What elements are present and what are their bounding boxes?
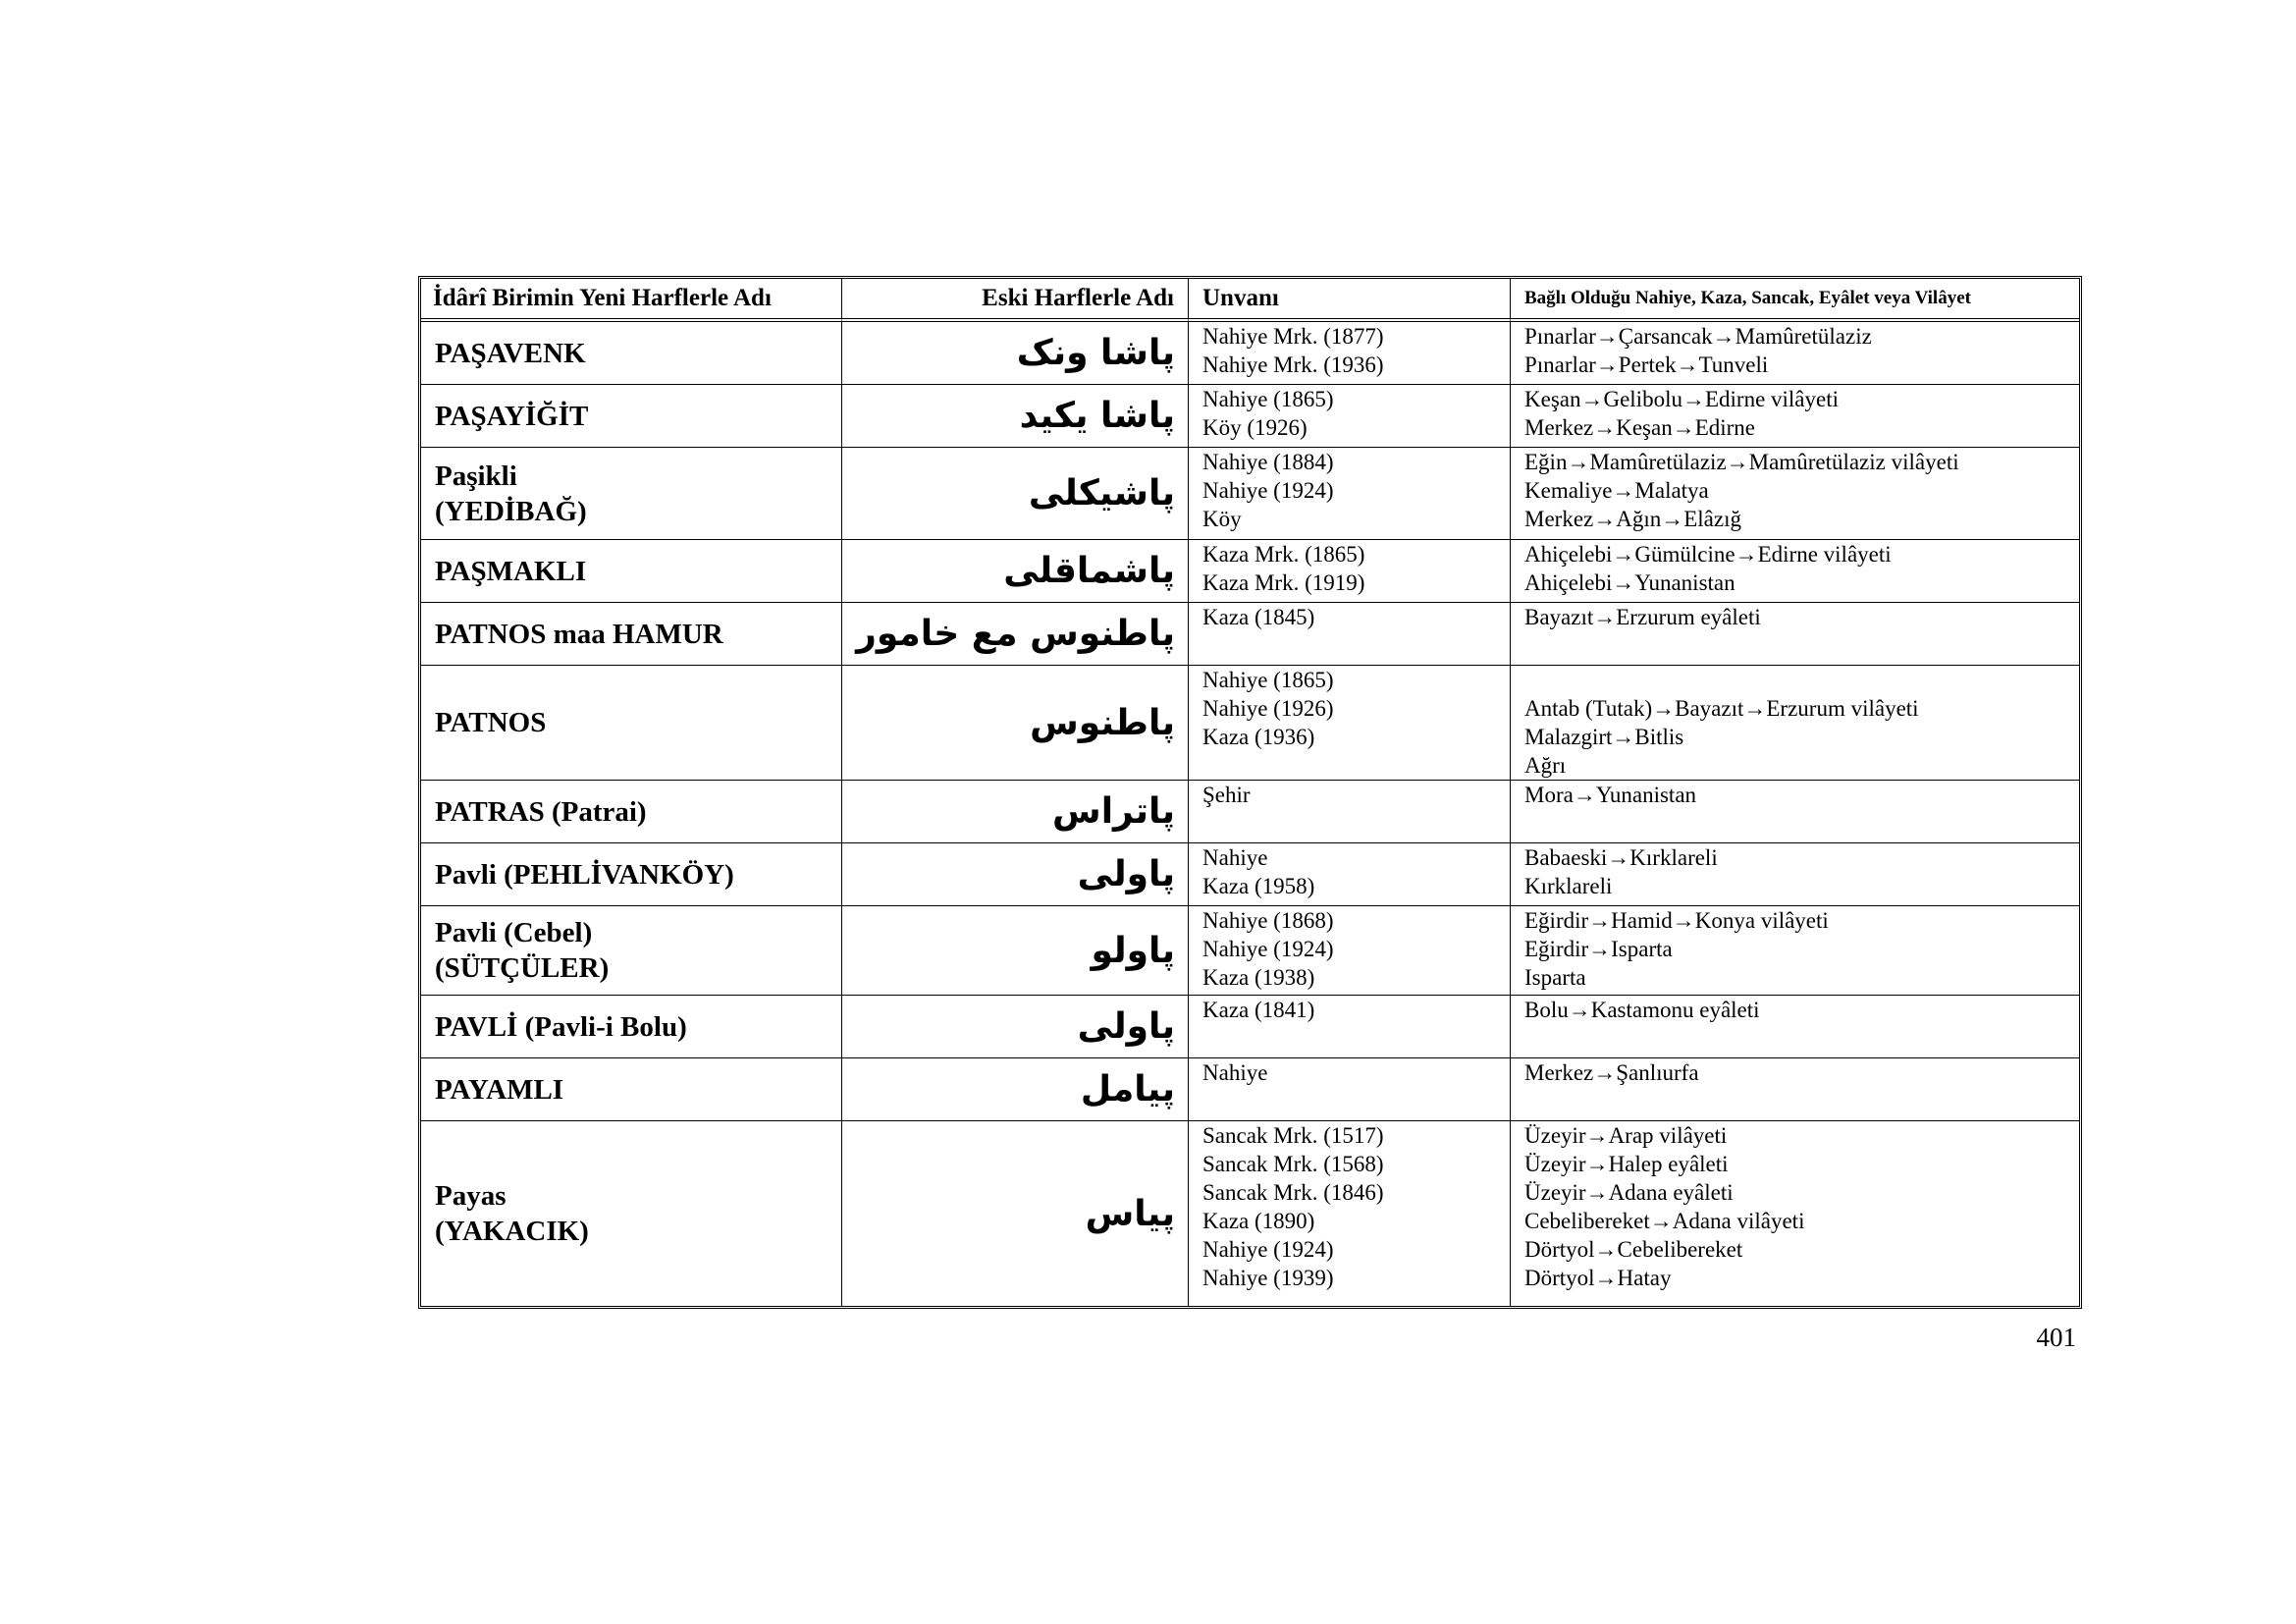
header-new-name: İdârî Birimin Yeni Harflerle Adı bbox=[421, 279, 842, 322]
unit-new-name: PATNOS bbox=[421, 666, 842, 781]
table-row bbox=[421, 603, 2079, 666]
affiliation-line: Merkez→Keşan→Edirne bbox=[1524, 415, 1756, 440]
title-line: Kaza Mrk. (1865) bbox=[1202, 542, 1365, 567]
unit-new-name: PAVLİ (Pavli-i Bolu) bbox=[421, 996, 842, 1058]
title-line: Sancak Mrk. (1568) bbox=[1202, 1152, 1384, 1176]
header-title: Unvanı bbox=[1189, 279, 1511, 322]
unit-old-name: پاشيکلی bbox=[842, 448, 1189, 540]
unit-new-name: Pavli (PEHLİVANKÖY) bbox=[421, 843, 842, 906]
unit-affiliation-list bbox=[1511, 322, 2079, 385]
title-line: Nahiye (1865) bbox=[1202, 668, 1334, 692]
title-line: Nahiye (1939) bbox=[1202, 1266, 1334, 1290]
unit-new-name: PATNOS maa HAMUR bbox=[421, 603, 842, 666]
affiliation-line: Cebelibereket→Adana vilâyeti bbox=[1524, 1209, 1805, 1233]
table-header-row bbox=[421, 279, 2079, 322]
unit-old-name: پاولی bbox=[842, 843, 1189, 906]
unit-affiliation-list bbox=[1511, 1058, 2079, 1121]
unit-old-name: پيامل bbox=[842, 1058, 1189, 1121]
unit-affiliation-list bbox=[1511, 540, 2079, 603]
affiliation-line: Eğirdir→Isparta bbox=[1524, 937, 1673, 961]
affiliation-line: Pınarlar→Çarsancak→Mamûretülaziz bbox=[1524, 324, 1872, 349]
affiliation-line: Merkez→Şanlıurfa bbox=[1524, 1060, 1699, 1085]
unit-title-list bbox=[1189, 540, 1511, 603]
title-line: Kaza (1938) bbox=[1202, 965, 1315, 990]
affiliation-line: Mora→Yunanistan bbox=[1524, 783, 1697, 807]
affiliation-line: Merkez→Ağın→Elâzığ bbox=[1524, 507, 1741, 531]
unit-title-list bbox=[1189, 448, 1511, 540]
unit-title-list bbox=[1189, 322, 1511, 385]
unit-old-name: پاطنوس مع خامور bbox=[842, 603, 1189, 666]
toponym-table bbox=[418, 276, 2082, 1309]
unit-title-list bbox=[1189, 1058, 1511, 1121]
unit-affiliation-list bbox=[1511, 843, 2079, 906]
unit-affiliation-list bbox=[1511, 781, 2079, 843]
table-row bbox=[421, 666, 2079, 781]
table-row bbox=[421, 996, 2079, 1058]
table-row bbox=[421, 906, 2079, 996]
title-line: Nahiye Mrk. (1877) bbox=[1202, 324, 1384, 349]
table-row bbox=[421, 540, 2079, 603]
unit-affiliation-list bbox=[1511, 996, 2079, 1058]
title-line: Şehir bbox=[1202, 783, 1251, 807]
affiliation-line: Pınarlar→Pertek→Tunveli bbox=[1524, 352, 1769, 377]
affiliation-line: Babaeski→Kırklareli bbox=[1524, 845, 1718, 870]
unit-old-name: پاطنوس bbox=[842, 666, 1189, 781]
table-row bbox=[421, 1121, 2079, 1306]
unit-old-name: پاولی bbox=[842, 996, 1189, 1058]
affiliation-line: Bolu→Kastamonu eyâleti bbox=[1524, 998, 1760, 1022]
unit-new-name: PAŞAYİĞİT bbox=[421, 385, 842, 448]
affiliation-line: Keşan→Gelibolu→Edirne vilâyeti bbox=[1524, 387, 1840, 411]
affiliation-line: Üzeyir→Adana eyâleti bbox=[1524, 1180, 1734, 1205]
table-row bbox=[421, 843, 2079, 906]
unit-title-list bbox=[1189, 906, 1511, 996]
unit-title-list bbox=[1189, 781, 1511, 843]
title-line: Köy (1926) bbox=[1202, 415, 1308, 440]
affiliation-line: Malazgirt→Bitlis bbox=[1524, 725, 1684, 749]
unit-title-list bbox=[1189, 603, 1511, 666]
affiliation-line: Antab (Tutak)→Bayazıt→Erzurum vilâyeti bbox=[1524, 696, 1919, 721]
unit-old-name: پاشماقلی bbox=[842, 540, 1189, 603]
unit-title-list bbox=[1189, 996, 1511, 1058]
unit-new-name: PAYAMLI bbox=[421, 1058, 842, 1121]
page-number: 401 bbox=[2036, 1323, 2076, 1352]
title-line: Kaza Mrk. (1919) bbox=[1202, 570, 1365, 595]
unit-affiliation-list bbox=[1511, 448, 2079, 540]
title-line: Köy bbox=[1202, 507, 1242, 531]
affiliation-line: Üzeyir→Halep eyâleti bbox=[1524, 1152, 1729, 1176]
unit-new-name: PAŞAVENK bbox=[421, 322, 842, 385]
affiliation-line: Dörtyol→Cebelibereket bbox=[1524, 1237, 1743, 1262]
unit-old-name: پاشا يکيد bbox=[842, 385, 1189, 448]
table-row bbox=[421, 448, 2079, 540]
affiliation-line: Bayazıt→Erzurum eyâleti bbox=[1524, 605, 1761, 629]
unit-title-list bbox=[1189, 1121, 1511, 1306]
affiliation-line: Ahiçelebi→Gümülcine→Edirne vilâyeti bbox=[1524, 542, 1892, 567]
title-line: Kaza (1841) bbox=[1202, 998, 1315, 1022]
unit-affiliation-list bbox=[1511, 1121, 2079, 1306]
title-line: Kaza (1890) bbox=[1202, 1209, 1315, 1233]
affiliation-line bbox=[1524, 666, 2079, 694]
table-row bbox=[421, 1058, 2079, 1121]
title-line: Sancak Mrk. (1846) bbox=[1202, 1180, 1384, 1205]
unit-new-name: Pavli (Cebel) (SÜTÇÜLER) bbox=[421, 906, 842, 996]
table-row bbox=[421, 781, 2079, 843]
unit-title-list bbox=[1189, 843, 1511, 906]
affiliation-line: Ağrı bbox=[1524, 753, 1567, 778]
title-line: Nahiye (1924) bbox=[1202, 478, 1334, 503]
unit-new-name: PATRAS (Patrai) bbox=[421, 781, 842, 843]
title-line: Nahiye Mrk. (1936) bbox=[1202, 352, 1384, 377]
affiliation-line: Eğirdir→Hamid→Konya vilâyeti bbox=[1524, 908, 1829, 933]
unit-affiliation-list bbox=[1511, 603, 2079, 666]
table-body bbox=[421, 322, 2079, 1306]
affiliation-line: Dörtyol→Hatay bbox=[1524, 1266, 1672, 1290]
unit-new-name: PAŞMAKLI bbox=[421, 540, 842, 603]
unit-title-list bbox=[1189, 666, 1511, 781]
affiliation-line: Kırklareli bbox=[1524, 874, 1613, 898]
title-line: Nahiye (1926) bbox=[1202, 696, 1334, 721]
title-line: Nahiye (1865) bbox=[1202, 387, 1334, 411]
title-line: Nahiye bbox=[1202, 845, 1268, 870]
affiliation-line: Kemaliye→Malatya bbox=[1524, 478, 1709, 503]
header-affiliation: Bağlı Olduğu Nahiye, Kaza, Sancak, Eyâlet veya Vilâyet bbox=[1511, 279, 2079, 322]
affiliation-line: Isparta bbox=[1524, 965, 1586, 990]
title-line: Kaza (1845) bbox=[1202, 605, 1315, 629]
unit-new-name: Paşikli (YEDİBAĞ) bbox=[421, 448, 842, 540]
unit-old-name: پاشا ونک bbox=[842, 322, 1189, 385]
table-row bbox=[421, 385, 2079, 448]
title-line: Nahiye (1924) bbox=[1202, 1237, 1334, 1262]
unit-affiliation-list bbox=[1511, 385, 2079, 448]
unit-affiliation-list bbox=[1511, 906, 2079, 996]
affiliation-line: Üzeyir→Arap vilâyeti bbox=[1524, 1123, 1728, 1148]
title-line: Nahiye bbox=[1202, 1060, 1268, 1085]
header-old-name: Eski Harflerle Adı bbox=[842, 279, 1189, 322]
title-line: Sancak Mrk. (1517) bbox=[1202, 1123, 1384, 1148]
unit-new-name: Payas (YAKACIK) bbox=[421, 1121, 842, 1306]
title-line: Nahiye (1868) bbox=[1202, 908, 1334, 933]
unit-affiliation-list bbox=[1511, 666, 2079, 781]
unit-old-name: پاتراس bbox=[842, 781, 1189, 843]
unit-old-name: پاولو bbox=[842, 906, 1189, 996]
title-line: Nahiye (1924) bbox=[1202, 937, 1334, 961]
affiliation-line: Ahiçelebi→Yunanistan bbox=[1524, 570, 1735, 595]
title-line: Nahiye (1884) bbox=[1202, 450, 1334, 474]
title-line: Kaza (1936) bbox=[1202, 725, 1315, 749]
affiliation-line: Eğin→Mamûretülaziz→Mamûretülaziz vilâyeti bbox=[1524, 450, 1959, 474]
unit-old-name: پياس bbox=[842, 1121, 1189, 1306]
unit-title-list bbox=[1189, 385, 1511, 448]
title-line: Kaza (1958) bbox=[1202, 874, 1315, 898]
table-row bbox=[421, 322, 2079, 385]
